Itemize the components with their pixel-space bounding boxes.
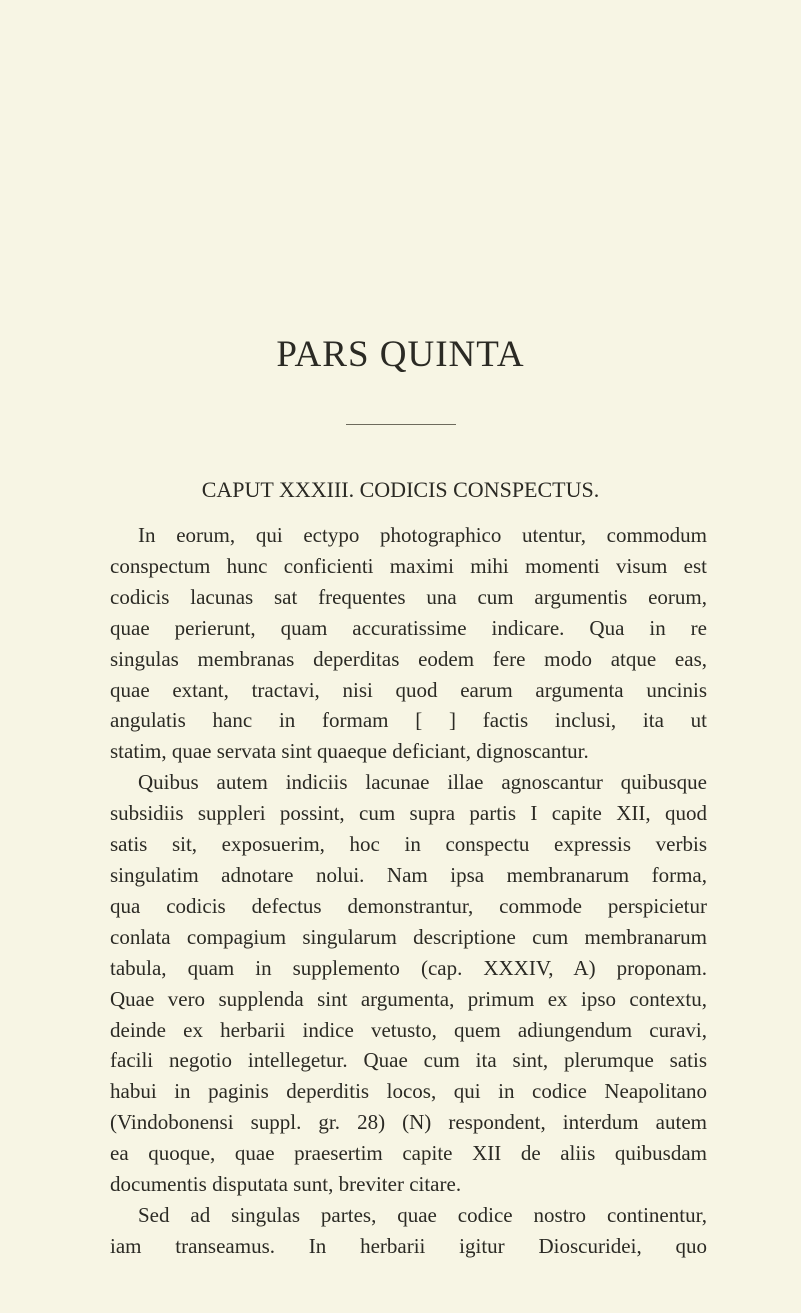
text-line: subsidiis suppleri possint, cum supra partis I capite XII, quod (110, 801, 707, 826)
text-line: facili negotio intellegetur. Quae cum ita sint, plerumque satis (110, 1048, 707, 1073)
part-title: PARS QUINTA (276, 334, 525, 375)
text-line: documentis disputata sunt, breviter citare. (110, 1172, 462, 1197)
text-line: statim, quae servata sint quaeque deficiant, dignoscantur. (110, 739, 589, 764)
text-line: iam transeamus. In herbarii igitur Dioscuridei, quo (110, 1233, 707, 1258)
text-line: In eorum, qui ectypo photographico utentur, commodum (138, 523, 707, 547)
text-line: Quae vero supplenda sint argumenta, primum ex ipso contextu, (110, 986, 707, 1011)
text-line: habui in paginis deperditis locos, qui in codice Neapolitano (110, 1079, 707, 1104)
text-line: ea quoque, quae praesertim capite XII de aliis quibusdam (110, 1141, 707, 1166)
text-line: qua codicis defectus demonstrantur, commode perspicietur (110, 893, 707, 918)
text-line: quae perierunt, quam accuratissime indicare. Qua in re (110, 615, 707, 640)
text-line: (Vindobonensi suppl. gr. 28) (N) respondent, interdum autem (110, 1110, 707, 1135)
text-line: quae extant, tractavi, nisi quod earum argumenta uncinis (110, 677, 707, 702)
text-line: satis sit, exposuerim, hoc in conspectu expressis verbis (110, 832, 707, 857)
text-line: deinde ex herbarii indice vetusto, quem adiungendum curavi, (110, 1017, 707, 1042)
text-line: Quibus autem indiciis lacunae illae agnoscantur quibusque (138, 770, 707, 795)
text-line: conlata compagium singularum descriptione cum membranarum (110, 924, 707, 949)
chapter-heading: CAPUT XXXIII. CODICIS CONSPECTUS. (201, 477, 600, 502)
divider-rule (346, 424, 456, 425)
text-line: angulatis hanc in formam [ ] factis inclusi, ita ut (110, 708, 707, 733)
text-line: codicis lacunas sat frequentes una cum argumentis eorum, (110, 584, 707, 609)
body-text (110, 520, 707, 1262)
text-line: tabula, quam in supplemento (cap. XXXIV, A) proponam. (110, 955, 707, 980)
text-line: conspectum hunc conficienti maximi mihi momenti visum est (110, 553, 707, 578)
text-line: singulatim adnotare nolui. Nam ipsa membranarum forma, (110, 862, 707, 887)
text-line: singulas membranas deperditas eodem fere modo atque eas, (110, 646, 707, 671)
text-line: Sed ad singulas partes, quae codice nostro continentur, (138, 1202, 707, 1227)
